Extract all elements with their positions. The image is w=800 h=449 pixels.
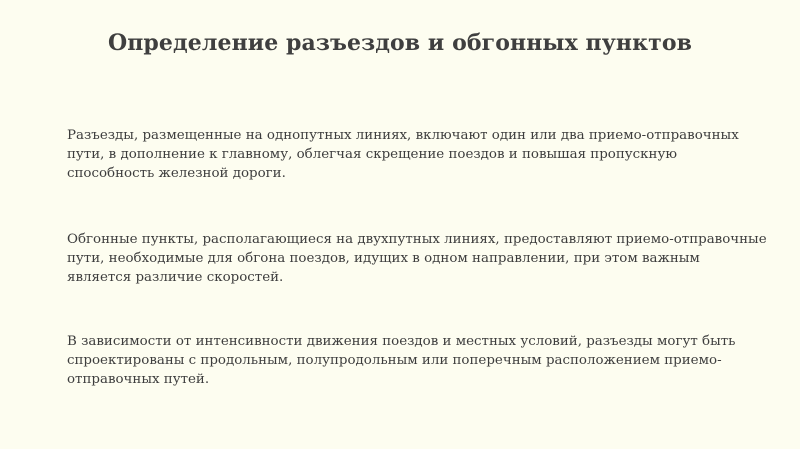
paragraph-overtaking-points: Обгонные пункты, располагающиеся на двухпутных линиях, предоставляют приемо-отправочные пути, необходимые для обгона поездов, идущих в одном направлении, при этом важным является различие скоростей. xyxy=(67,232,767,285)
slide-title: Определение разъездов и обгонных пунктов xyxy=(107,30,693,56)
paragraph-passing-sidings: Разъезды, размещенные на однопутных линиях, включают один или два приемо-отправочных пути, в дополнение к главному, облегчая скрещение поездов и повышая пропускную способность железной дороги. xyxy=(67,128,739,181)
paragraph-design-options: В зависимости от интенсивности движения поездов и местных условий, разъезды могут быть спроектированы с продольным, полупродольным или поперечным расположением приемо-отправочных путей. xyxy=(67,334,736,387)
